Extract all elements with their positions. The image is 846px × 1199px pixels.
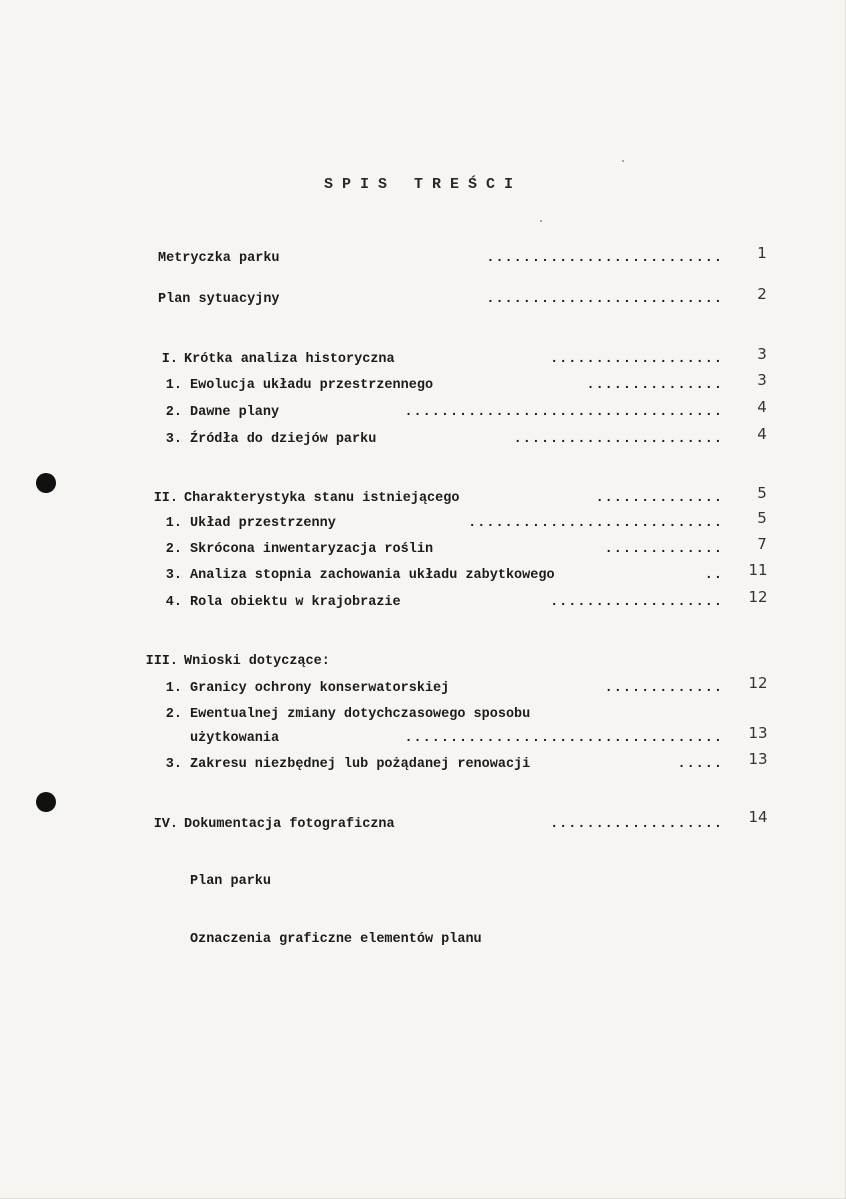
toc-title: Zakresu niezbędnej lub pożądanej renowacji	[190, 757, 531, 772]
toc-page-number: 11	[748, 561, 768, 579]
toc-page-number: 5	[757, 484, 767, 502]
toc-number: 1.	[165, 516, 182, 531]
toc-leader: ..........................	[486, 292, 723, 307]
toc-number: II.	[153, 491, 178, 506]
toc-page-number: 2	[757, 285, 767, 303]
toc-entry-section-1-3	[160, 430, 723, 450]
toc-number: 4.	[165, 595, 182, 610]
toc-entry-section-2-3	[160, 566, 723, 586]
toc-leader: ..	[704, 568, 723, 583]
toc-entry-section-3-2-cont	[190, 729, 723, 749]
toc-page-number: 12	[748, 588, 768, 606]
toc-leader: ............................	[468, 516, 723, 531]
toc-title: Plan parku	[190, 874, 272, 889]
toc-entry-plan-sytuacyjny	[158, 290, 723, 310]
toc-entry-section-1	[144, 350, 723, 370]
toc-title: Granicy ochrony konserwatorskiej	[190, 681, 450, 696]
toc-leader: ..............	[595, 491, 723, 506]
toc-leader: ...................................	[404, 731, 723, 746]
toc-title: Krótka analiza historyczna	[184, 352, 395, 367]
toc-title: Skrócona inwentaryzacja roślin	[190, 542, 434, 557]
toc-leader: ...................	[550, 352, 723, 367]
toc-page-number: 1	[757, 244, 767, 262]
toc-leader: .............	[604, 681, 723, 696]
toc-leader: ..........................	[486, 251, 723, 266]
page-title: SPIS TREŚCI	[323, 176, 523, 193]
toc-leader: ...............	[586, 378, 723, 393]
toc-title: Metryczka parku	[158, 251, 280, 266]
toc-number: I.	[161, 352, 178, 367]
toc-leader: ...................	[550, 817, 723, 832]
toc-leader: .....	[677, 757, 723, 772]
toc-title: Rola obiektu w krajobrazie	[190, 595, 401, 610]
toc-number: 2.	[165, 542, 182, 557]
toc-entry-section-2-4	[160, 593, 723, 613]
toc-entry-section-4	[144, 815, 723, 835]
toc-page-number: 12	[748, 674, 768, 692]
toc-page-number: 14	[748, 808, 768, 826]
toc-number: 3.	[165, 757, 182, 772]
punch-hole	[36, 473, 56, 493]
toc-page-number: 3	[757, 345, 767, 363]
toc-entry-section-1-2	[160, 403, 723, 423]
toc-leader: .......................	[513, 432, 723, 447]
toc-entry-section-1-1	[160, 376, 723, 396]
toc-page-number: 4	[757, 398, 767, 416]
toc-number: III.	[145, 654, 178, 669]
toc-page-number: 13	[748, 750, 768, 768]
toc-title: Analiza stopnia zachowania układu zabytkowego	[190, 568, 555, 583]
toc-title: użytkowania	[190, 731, 280, 746]
toc-number: 1.	[165, 681, 182, 696]
toc-entry-section-3-3	[160, 755, 723, 775]
toc-number: IV.	[153, 817, 178, 832]
toc-title: Układ przestrzenny	[190, 516, 336, 531]
toc-entry-metryczka	[158, 249, 723, 269]
toc-number: 3.	[165, 432, 182, 447]
toc-page-number: 4	[757, 425, 767, 443]
toc-number: 2.	[165, 405, 182, 420]
toc-entry-section-2	[144, 489, 723, 509]
toc-leader: ...................	[550, 595, 723, 610]
toc-title: Ewentualnej zmiany dotychczasowego sposobu	[190, 707, 531, 722]
punch-hole	[36, 792, 56, 812]
paper-speck	[622, 160, 624, 162]
toc-title: Plan sytuacyjny	[158, 292, 280, 307]
toc-title: Dokumentacja fotograficzna	[184, 817, 395, 832]
toc-title: Charakterystyka stanu istniejącego	[184, 491, 460, 506]
toc-leader: ...................................	[404, 405, 723, 420]
toc-number: 3.	[165, 568, 182, 583]
toc-entry-plan-parku	[190, 872, 590, 892]
toc-title: Oznaczenia graficzne elementów planu	[190, 932, 482, 947]
toc-page-number: 7	[757, 535, 767, 553]
toc-page-number: 3	[757, 371, 767, 389]
toc-entry-section-3	[144, 652, 723, 672]
toc-entry-section-2-1	[160, 514, 723, 534]
toc-title: Źródła do dziejów parku	[190, 432, 377, 447]
toc-entry-section-3-2	[160, 705, 723, 725]
toc-number: 1.	[165, 378, 182, 393]
paper-speck	[540, 220, 542, 222]
toc-number: 2.	[165, 707, 182, 722]
toc-page-number: 5	[757, 509, 767, 527]
toc-entry-section-2-2	[160, 540, 723, 560]
toc-title: Dawne plany	[190, 405, 280, 420]
toc-leader: .............	[604, 542, 723, 557]
toc-page-number: 13	[748, 724, 768, 742]
toc-entry-section-3-1	[160, 679, 723, 699]
toc-title: Ewolucja układu przestrzennego	[190, 378, 434, 393]
toc-entry-oznaczenia	[190, 930, 690, 950]
toc-title: Wnioski dotyczące:	[184, 654, 330, 669]
